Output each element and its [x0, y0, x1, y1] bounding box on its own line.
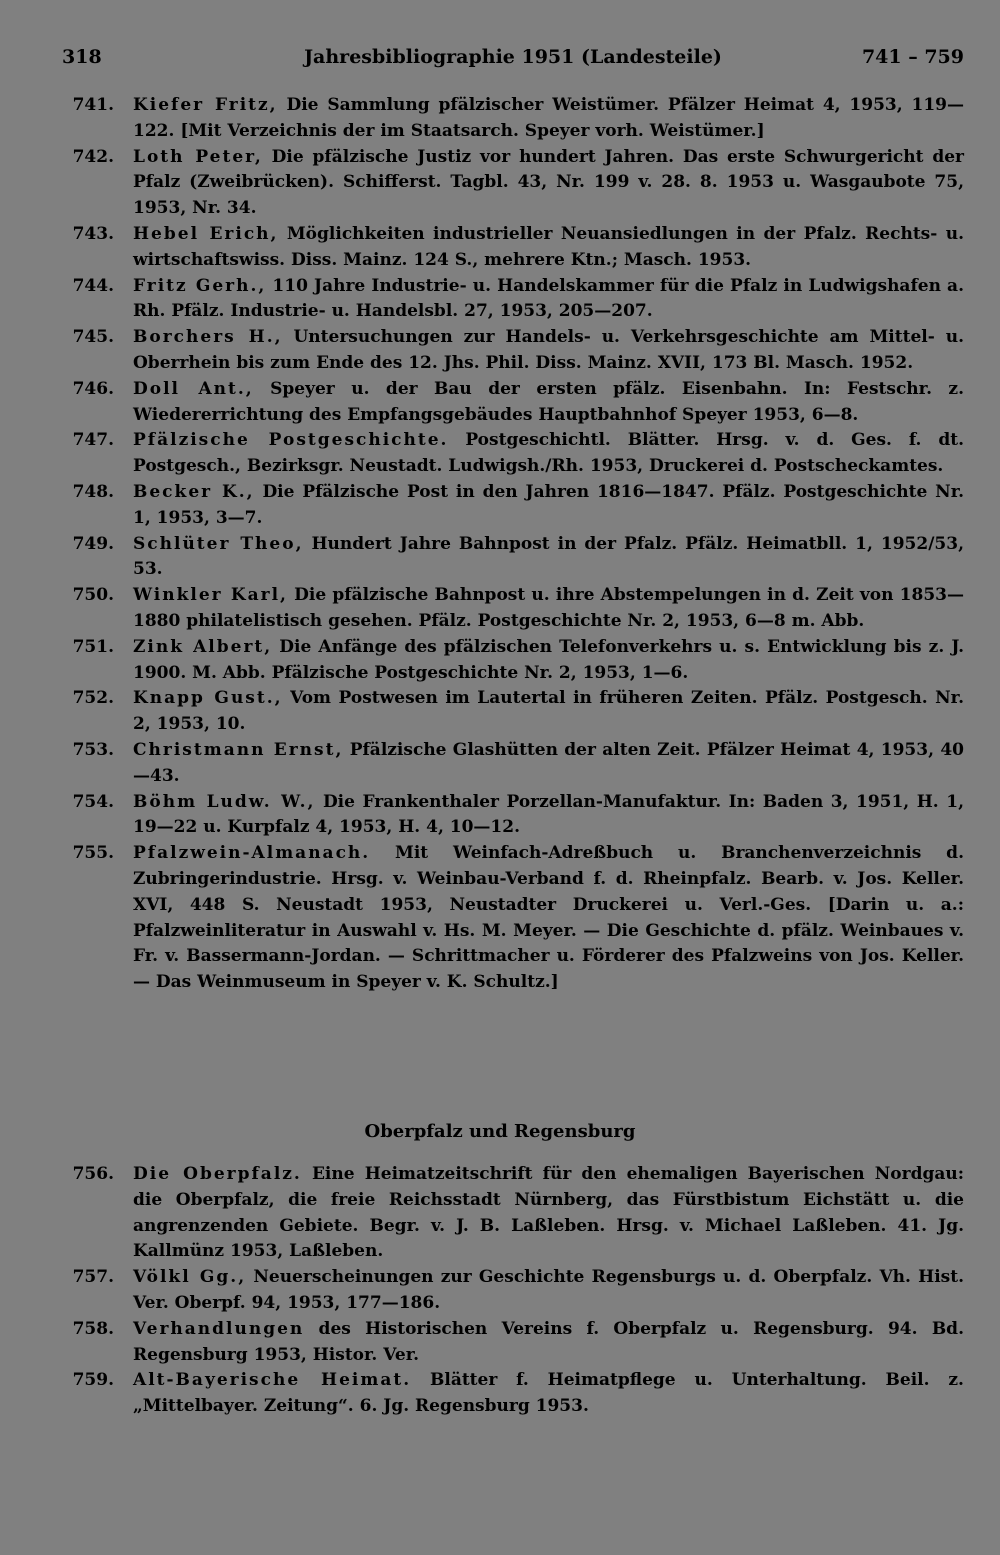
entry-number: 755.	[72, 843, 114, 864]
entry-text: Speyer u. der Bau der ersten pfälz. Eisenbahn. In: Festschr. z. Wiedererrichtung des Empfangsgebäudes Hauptbahnhof Speyer 1953, 6—8.	[133, 378, 965, 425]
bibliography-entry	[0, 686, 1000, 738]
entry-author: Die Oberpfalz.	[133, 1164, 302, 1184]
bibliography-entry	[0, 377, 1000, 429]
entry-number: 743.	[72, 223, 114, 244]
bibliography-entry	[0, 222, 1000, 274]
bibliography-entry	[0, 790, 1000, 842]
entry-text: Die Pfälzische Post in den Jahren 1816—1847. Pfälz. Postgeschichte Nr. 1, 1953, 3—7.	[133, 481, 965, 528]
entry-text: Die pfälzische Bahnpost u. ihre Abstempelungen in d. Zeit von 1853—1880 philatelistisch gesehen. Pfälz. Postgeschichte Nr. 2, 1953, 6—8 m. Abb.	[133, 585, 964, 631]
bibliography-entry	[0, 480, 1000, 532]
page-number: 318	[62, 46, 102, 68]
bibliography-entry	[0, 274, 1000, 326]
entry-number: 753.	[72, 739, 114, 760]
entry-text: Blätter f. Heimatpflege u. Unterhaltung. Beil. z. „Mittelbayer. Zeitung“. 6. Jg. Regensburg 1953.	[133, 1370, 964, 1417]
bibliography-entry	[0, 1368, 1000, 1420]
entry-author: Fritz Gerh.,	[133, 275, 267, 296]
entry-author: Knapp Gust.,	[133, 688, 283, 709]
bibliography-entry	[0, 428, 1000, 480]
entry-number: 752.	[72, 688, 114, 709]
entry-number: 759.	[72, 1370, 114, 1391]
entry-number: 741.	[72, 95, 114, 115]
entry-author: Kiefer Fritz,	[133, 95, 278, 115]
entry-text: Möglichkeiten industrieller Neuansiedlungen in der Pfalz. Rechts- u. wirtschaftswiss. Diss. Mainz. 124 S., mehrere Ktn.; Masch. 1953.	[133, 223, 964, 270]
entry-author: Becker K.,	[133, 481, 255, 502]
entry-number: 756.	[72, 1164, 114, 1184]
entry-text: Mit Weinfach-Adreßbuch u. Branchenverzeichnis d. Zubringerindustrie. Hrsg. v. Weinbau-Verband f. d. Rheinpfalz. Bearb. v. Jos. Keller. XVI, 448 S. Neustadt 1953, Neustadter Druckerei u. Verl.-Ges. [Darin u. a.: Pfalzweinliteratur in Auswahl v. Hs. M. Meyer. — Die Geschichte d. pfälz. Weinbaues v. Fr. v. Bassermann-Jordan. — Schrittmacher u. Förderer des Pfalzweins von Jos. Keller. — Das Weinmuseum in Speyer v. K. Schultz.]	[133, 843, 964, 993]
bibliography-entry	[0, 635, 1000, 687]
entry-text: Untersuchungen zur Handels- u. Verkehrsgeschichte am Mittel- u. Oberrhein bis zum Ende des 12. Jhs. Phil. Diss. Mainz. XVII, 173 Bl. Masch. 1952.	[133, 327, 964, 373]
entry-number: 744.	[72, 275, 114, 296]
bibliography-entry	[0, 1317, 1000, 1369]
entry-text: Die pfälzische Justiz vor hundert Jahren. Das erste Schwurgericht der Pfalz (Zweibrücken). Schifferst. Tagbl. 43, Nr. 199 v. 28. 8. 1953 u. Wasgaubote 75, 1953, Nr. 34.	[133, 146, 965, 219]
entry-author: Völkl Gg.,	[133, 1267, 247, 1288]
page-header	[62, 46, 964, 76]
entry-author: Schlüter Theo,	[133, 533, 304, 554]
entry-author: Winkler Karl,	[133, 585, 288, 606]
bibliography-entry	[0, 532, 1000, 584]
entry-author: Verhandlungen	[133, 1318, 305, 1339]
entry-number: 748.	[72, 481, 114, 502]
entry-text: Vom Postwesen im Lautertal in früheren Zeiten. Pfälz. Postgesch. Nr. 2, 1953, 10.	[133, 688, 964, 735]
entry-number: 745.	[72, 327, 114, 348]
entry-text: Postgeschichtl. Blätter. Hrsg. v. d. Ges. f. dt. Postgesch., Bezirksgr. Neustadt. Ludwigsh./Rh. 1953, Druckerei d. Postscheckamtes.	[133, 430, 964, 477]
entry-text: Hundert Jahre Bahnpost in der Pfalz. Pfälz. Heimatbll. 1, 1952/53, 53.	[133, 533, 964, 580]
bibliography-list-oberpfalz	[0, 1162, 1000, 1420]
entry-number: 754.	[72, 791, 114, 812]
entry-number: 746.	[72, 378, 114, 399]
entry-number: 758.	[72, 1318, 114, 1339]
entry-number: 757.	[72, 1267, 114, 1288]
bibliography-list-pfalz	[0, 93, 1000, 996]
entry-number: 747.	[72, 430, 114, 451]
entry-text: Die Frankenthaler Porzellan-Manufaktur. In: Baden 3, 1951, H. 1, 19—22 u. Kurpfalz 4, 1953, H. 4, 10—12.	[133, 791, 964, 838]
entry-range: 741 – 759	[861, 46, 964, 68]
entry-text: des Historischen Vereins f. Oberpfalz u. Regensburg. 94. Bd. Regensburg 1953, Histor. Ver.	[133, 1318, 964, 1365]
entry-text: Pfälzische Glashütten der alten Zeit. Pfälzer Heimat 4, 1953, 40—43.	[133, 739, 964, 786]
entry-author: Hebel Erich,	[133, 223, 279, 244]
entry-number: 742.	[72, 146, 114, 167]
bibliography-entry	[0, 145, 1000, 222]
bibliography-entry	[0, 93, 1000, 145]
entry-author: Borchers H.,	[133, 327, 283, 348]
entry-text: Eine Heimatzeitschrift für den ehemaligen Bayerischen Nordgau: die Oberpfalz, die freie Reichsstadt Nürnberg, das Fürstbistum Eichstätt u. die angrenzenden Gebiete. Begr. v. J. B. Laßleben. Hrsg. v. Michael Laßleben. 41. Jg. Kallmünz 1953, Laßleben.	[133, 1164, 964, 1262]
entry-author: Pfälzische Postgeschichte.	[133, 430, 449, 451]
running-title: Jahresbibliographie 1951 (Landesteile)	[304, 46, 722, 68]
bibliography-entry	[0, 738, 1000, 790]
entry-text: 110 Jahre Industrie- u. Handelskammer für die Pfalz in Ludwigshafen a. Rh. Pfälz. Industrie- u. Handelsbl. 27, 1953, 205—207.	[133, 275, 964, 322]
entry-number: 750.	[72, 585, 114, 606]
bibliography-entry	[0, 1265, 1000, 1317]
entry-text: Die Sammlung pfälzischer Weistümer. Pfälzer Heimat 4, 1953, 119—122. [Mit Verzeichnis der im Staatsarch. Speyer vorh. Weistümer.]	[133, 95, 964, 141]
entry-author: Böhm Ludw. W.,	[133, 791, 316, 812]
entry-author: Loth Peter,	[133, 146, 263, 167]
entry-author: Doll Ant.,	[133, 378, 254, 399]
entry-number: 749.	[72, 533, 114, 554]
bibliography-entry	[0, 841, 1000, 996]
bibliography-entry	[0, 325, 1000, 377]
entry-author: Pfalzwein-Almanach.	[133, 843, 371, 864]
entry-number: 751.	[72, 636, 114, 657]
entry-author: Zink Albert,	[133, 636, 273, 657]
entry-text: Neuerscheinungen zur Geschichte Regensburgs u. d. Oberpfalz. Vh. Hist. Ver. Oberpf. 94, 1953, 177—186.	[133, 1267, 964, 1313]
entry-author: Christmann Ernst,	[133, 739, 344, 760]
section-heading: Oberpfalz und Regensburg	[364, 1121, 636, 1142]
entry-text: Die Anfänge des pfälzischen Telefonverkehrs u. s. Entwicklung bis z. J. 1900. M. Abb. Pfälzische Postgeschichte Nr. 2, 1953, 1—6.	[133, 636, 964, 683]
bibliography-entry	[0, 1162, 1000, 1265]
bibliography-entry	[0, 583, 1000, 635]
entry-author: Alt-Bayerische Heimat.	[133, 1370, 412, 1391]
